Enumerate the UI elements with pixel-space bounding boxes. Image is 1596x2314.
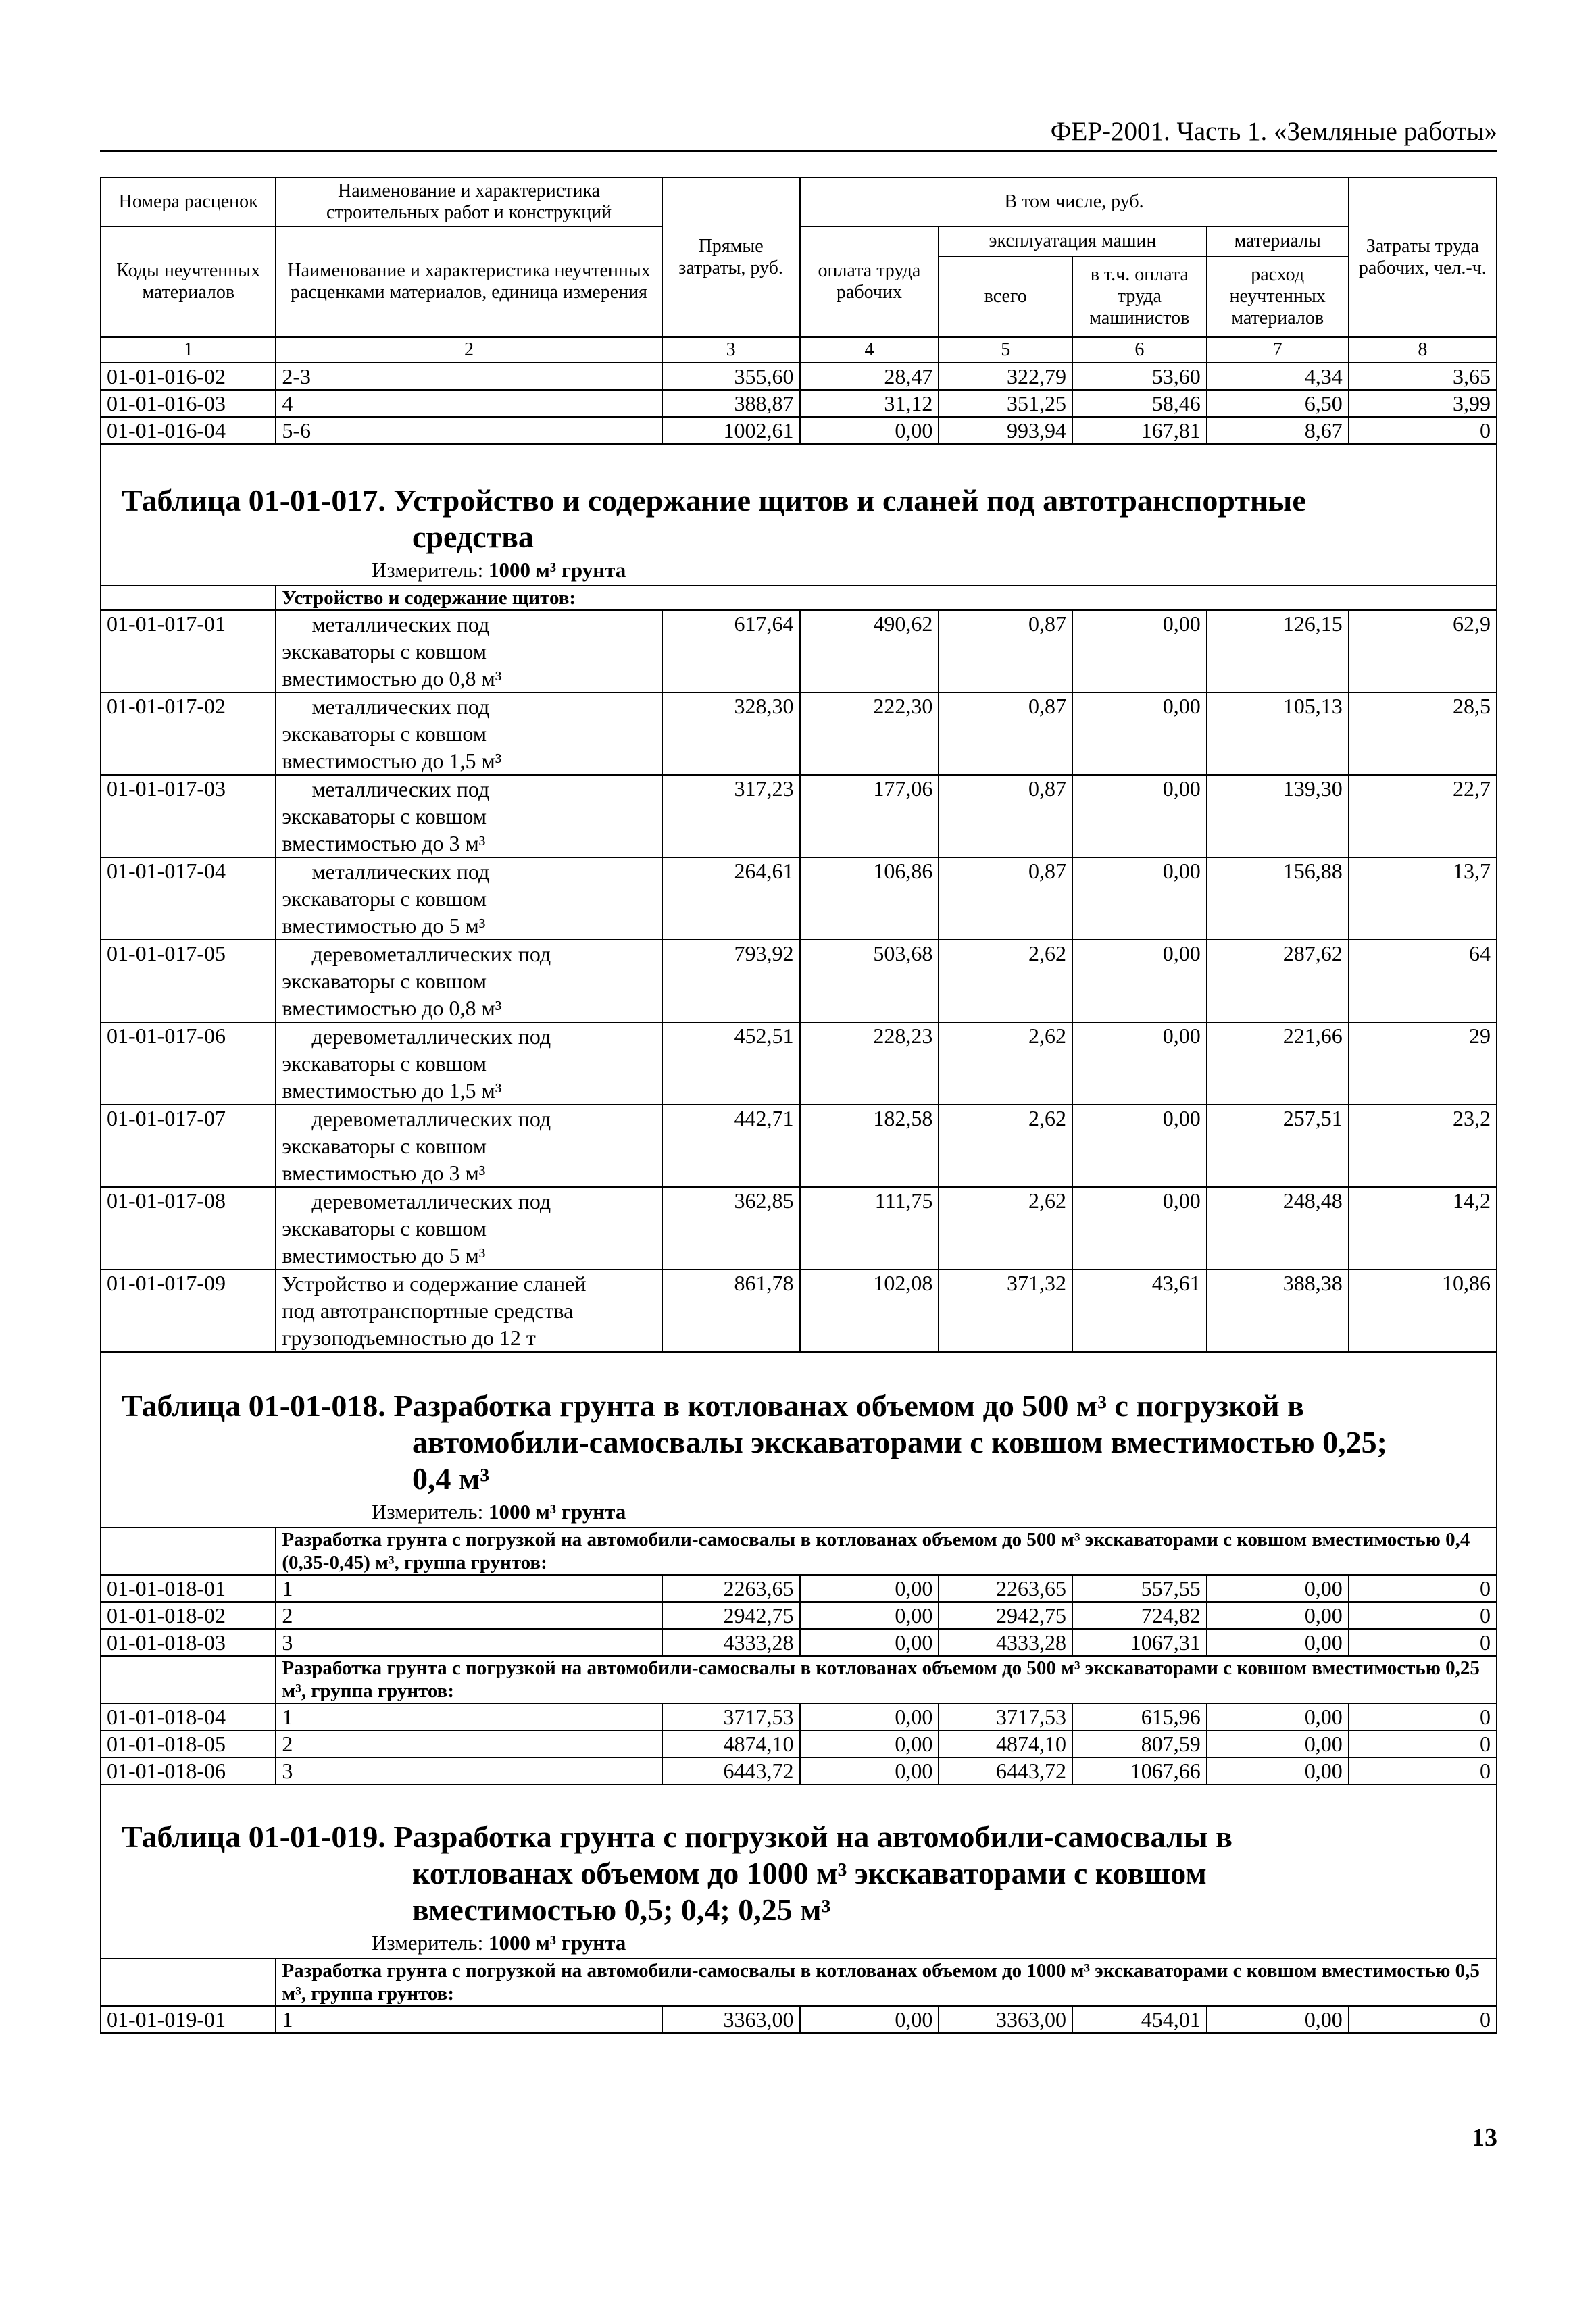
col-number: 1 [101, 337, 276, 363]
value-v4: 0,00 [800, 1575, 939, 1602]
unit-of-measure [122, 1500, 1476, 1524]
rate-name-line: металлических под [311, 859, 490, 884]
col-header-name: Наименование и характеристика строительных работ и конструкций [276, 178, 662, 226]
value-v5: 0,87 [939, 857, 1072, 940]
rate-name-line: вместимостью до 0,8 м³ [282, 996, 502, 1020]
value-v3: 617,64 [662, 610, 800, 693]
rate-name-line: вместимостью до 1,5 м³ [282, 749, 502, 773]
page-number: 13 [1472, 2123, 1497, 2152]
value-v3: 442,71 [662, 1105, 800, 1187]
table-row [101, 610, 1497, 693]
value-v5: 2942,75 [939, 1602, 1072, 1629]
rate-name: 2 [276, 1730, 662, 1757]
value-v4: 28,47 [800, 363, 939, 390]
value-v4: 31,12 [800, 390, 939, 417]
value-v6: 53,60 [1072, 363, 1207, 390]
table-row [101, 1187, 1497, 1269]
table-title [122, 482, 1476, 555]
table-019-title-cell [101, 1784, 1497, 1959]
value-v7: 6,50 [1207, 390, 1349, 417]
value-v8: 3,99 [1349, 390, 1497, 417]
value-v7: 0,00 [1207, 1575, 1349, 1602]
value-v4: 228,23 [800, 1022, 939, 1105]
table-title-line: Таблица 01-01-017. Устройство и содержание щитов и сланей под автотранспортные [122, 483, 1306, 518]
rate-name [276, 857, 662, 940]
value-v4: 0,00 [800, 1703, 939, 1730]
col-header-machines-total: всего [939, 257, 1072, 338]
value-v7: 8,67 [1207, 417, 1349, 444]
value-v7: 156,88 [1207, 857, 1349, 940]
rate-name-line: экскаваторы с ковшом [282, 804, 487, 828]
group-heading: Разработка грунта с погрузкой на автомобили-самосвалы в котлованах объемом до 500 м³ экскаваторами с ковшом вместимостью 0,25 м³, группа грунтов: [276, 1656, 1497, 1703]
rate-code: 01-01-018-02 [101, 1602, 276, 1629]
rate-name-line: экскаваторы с ковшом [282, 1051, 487, 1076]
value-v8: 3,65 [1349, 363, 1497, 390]
value-v7: 0,00 [1207, 1629, 1349, 1656]
value-v8: 64 [1349, 940, 1497, 1022]
value-v4: 222,30 [800, 693, 939, 775]
value-v8: 0 [1349, 1602, 1497, 1629]
value-v8: 14,2 [1349, 1187, 1497, 1269]
value-v7: 388,38 [1207, 1269, 1349, 1352]
table-018-title [101, 1352, 1497, 1528]
table-title-line: котлованах объемом до 1000 м³ экскаваторами с ковшом [412, 1856, 1207, 1890]
table-row [101, 693, 1497, 775]
table-row [101, 1703, 1497, 1730]
group-empty [101, 1528, 276, 1575]
rate-code: 01-01-017-04 [101, 857, 276, 940]
value-v8: 10,86 [1349, 1269, 1497, 1352]
table-row [101, 1022, 1497, 1105]
col-header-direct-costs: Прямые затраты, руб. [662, 178, 800, 337]
value-v8: 29 [1349, 1022, 1497, 1105]
rate-name-line: экскаваторы с ковшом [282, 639, 487, 663]
group-heading: Разработка грунта с погрузкой на автомобили-самосвалы в котлованах объемом до 500 м³ экскаваторами с ковшом вместимостью 0,4 (0,35-0,45) м³, группа грунтов: [276, 1528, 1497, 1575]
rate-name-line: деревометаллических под [311, 1107, 551, 1131]
value-v4: 102,08 [800, 1269, 939, 1352]
rate-name-line: вместимостью до 5 м³ [282, 913, 486, 938]
value-v7: 257,51 [1207, 1105, 1349, 1187]
unit-of-measure [122, 558, 1476, 582]
rate-code: 01-01-017-02 [101, 693, 276, 775]
table-title-line: Таблица 01-01-018. Разработка грунта в котлованах объемом до 500 м³ с погрузкой в [122, 1388, 1304, 1423]
header-row-1 [101, 178, 1497, 226]
rate-name: 2-3 [276, 363, 662, 390]
value-v6: 0,00 [1072, 1022, 1207, 1105]
header-rule [100, 150, 1497, 152]
rate-name [276, 1269, 662, 1352]
value-v6: 0,00 [1072, 610, 1207, 693]
value-v4: 503,68 [800, 940, 939, 1022]
rate-name-line: вместимостью до 1,5 м³ [282, 1078, 502, 1103]
header-number-row [101, 337, 1497, 363]
value-v5: 4333,28 [939, 1629, 1072, 1656]
group-empty [101, 586, 276, 610]
rate-code: 01-01-018-03 [101, 1629, 276, 1656]
value-v3: 2942,75 [662, 1602, 800, 1629]
rate-code: 01-01-018-06 [101, 1757, 276, 1784]
value-v5: 3717,53 [939, 1703, 1072, 1730]
value-v3: 317,23 [662, 775, 800, 857]
rate-name-line: Устройство и содержание сланей [282, 1272, 587, 1296]
value-v4: 111,75 [800, 1187, 939, 1269]
value-v7: 105,13 [1207, 693, 1349, 775]
rate-name: 1 [276, 2006, 662, 2033]
value-v7: 0,00 [1207, 1703, 1349, 1730]
rate-name [276, 1187, 662, 1269]
value-v4: 106,86 [800, 857, 939, 940]
value-v4: 0,00 [800, 417, 939, 444]
rate-code: 01-01-017-07 [101, 1105, 276, 1187]
value-v4: 182,58 [800, 1105, 939, 1187]
value-v5: 3363,00 [939, 2006, 1072, 2033]
value-v6: 0,00 [1072, 857, 1207, 940]
value-v8: 0 [1349, 1703, 1497, 1730]
col-number: 4 [800, 337, 939, 363]
value-v4: 0,00 [800, 2006, 939, 2033]
value-v7: 4,34 [1207, 363, 1349, 390]
rate-code: 01-01-016-03 [101, 390, 276, 417]
unit-of-measure [122, 1931, 1476, 1955]
col-number: 7 [1207, 337, 1349, 363]
value-v3: 452,51 [662, 1022, 800, 1105]
table-row [101, 857, 1497, 940]
rate-name [276, 1022, 662, 1105]
rate-code: 01-01-018-01 [101, 1575, 276, 1602]
rate-name: 2 [276, 1602, 662, 1629]
value-v6: 615,96 [1072, 1703, 1207, 1730]
table-017-title-cell [101, 444, 1497, 586]
table-row [101, 1730, 1497, 1757]
value-v6: 0,00 [1072, 775, 1207, 857]
value-v8: 0 [1349, 1730, 1497, 1757]
value-v5: 2,62 [939, 940, 1072, 1022]
col-header-code: Номера расценок [101, 178, 276, 226]
group-empty [101, 1959, 276, 2006]
group-empty [101, 1656, 276, 1703]
value-v6: 454,01 [1072, 2006, 1207, 2033]
table-row [101, 1757, 1497, 1784]
col-number: 2 [276, 337, 662, 363]
value-v8: 0 [1349, 417, 1497, 444]
rate-name-line: вместимостью до 0,8 м³ [282, 666, 502, 690]
unit-label: Измеритель: [372, 1500, 484, 1524]
value-v8: 13,7 [1349, 857, 1497, 940]
value-v5: 6443,72 [939, 1757, 1072, 1784]
running-header: ФЕР-2001. Часть 1. «Земляные работы» [1050, 117, 1497, 146]
table-row [101, 775, 1497, 857]
value-v5: 371,32 [939, 1269, 1072, 1352]
col-header-machines: эксплуатация машин [939, 226, 1206, 257]
rate-code: 01-01-017-01 [101, 610, 276, 693]
value-v5: 0,87 [939, 693, 1072, 775]
value-v5: 2,62 [939, 1187, 1072, 1269]
table-017-title [101, 444, 1497, 586]
table-row [101, 390, 1497, 417]
table-body [101, 178, 1497, 2033]
value-v3: 328,30 [662, 693, 800, 775]
value-v5: 993,94 [939, 417, 1072, 444]
table-row [101, 2006, 1497, 2033]
value-v7: 139,30 [1207, 775, 1349, 857]
value-v7: 0,00 [1207, 1730, 1349, 1757]
value-v8: 23,2 [1349, 1105, 1497, 1187]
table-row [101, 1105, 1497, 1187]
value-v7: 0,00 [1207, 2006, 1349, 2033]
value-v5: 2,62 [939, 1022, 1072, 1105]
value-v4: 0,00 [800, 1730, 939, 1757]
rate-name-line: экскаваторы с ковшом [282, 722, 487, 746]
rate-name-line: вместимостью до 3 м³ [282, 1161, 486, 1185]
value-v3: 2263,65 [662, 1575, 800, 1602]
rate-code: 01-01-017-03 [101, 775, 276, 857]
rate-name-line: экскаваторы с ковшом [282, 886, 487, 911]
value-v3: 3717,53 [662, 1703, 800, 1730]
value-v3: 6443,72 [662, 1757, 800, 1784]
value-v8: 28,5 [1349, 693, 1497, 775]
table-title [122, 1388, 1476, 1497]
value-v6: 167,81 [1072, 417, 1207, 444]
rate-name [276, 1105, 662, 1187]
col-header-material-use: расход неучтенных материалов [1207, 257, 1349, 338]
table-title-line: средства [412, 520, 534, 554]
rate-code: 01-01-017-09 [101, 1269, 276, 1352]
table-row [101, 363, 1497, 390]
value-v7: 0,00 [1207, 1757, 1349, 1784]
table-row [101, 1575, 1497, 1602]
rate-name [276, 775, 662, 857]
value-v6: 0,00 [1072, 1187, 1207, 1269]
rate-name-line: вместимостью до 3 м³ [282, 831, 486, 855]
value-v3: 264,61 [662, 857, 800, 940]
value-v4: 0,00 [800, 1629, 939, 1656]
rate-name: 1 [276, 1575, 662, 1602]
value-v3: 861,78 [662, 1269, 800, 1352]
value-v7: 248,48 [1207, 1187, 1349, 1269]
value-v5: 2,62 [939, 1105, 1072, 1187]
group-row-017 [101, 586, 1497, 610]
unit-label: Измеритель: [372, 558, 484, 582]
group-heading: Разработка грунта с погрузкой на автомобили-самосвалы в котлованах объемом до 1000 м³ экскаваторами с ковшом вместимостью 0,5 м³, группа грунтов: [276, 1959, 1497, 2006]
rate-code: 01-01-017-05 [101, 940, 276, 1022]
rate-name: 3 [276, 1757, 662, 1784]
value-v8: 62,9 [1349, 610, 1497, 693]
value-v6: 0,00 [1072, 940, 1207, 1022]
table-019-title [101, 1784, 1497, 1959]
table-title-line: автомобили-самосвалы экскаваторами с ковшом вместимостью 0,25; [412, 1425, 1388, 1459]
table-row [101, 1629, 1497, 1656]
value-v5: 322,79 [939, 363, 1072, 390]
rate-name-line: грузоподъемностью до 12 т [282, 1326, 536, 1350]
value-v6: 0,00 [1072, 693, 1207, 775]
table-row [101, 1269, 1497, 1352]
rate-name-line: экскаваторы с ковшом [282, 1216, 487, 1240]
value-v6: 807,59 [1072, 1730, 1207, 1757]
table-row [101, 940, 1497, 1022]
rate-code: 01-01-017-08 [101, 1187, 276, 1269]
rate-name-line: деревометаллических под [311, 942, 551, 966]
value-v7: 126,15 [1207, 610, 1349, 693]
value-v6: 557,55 [1072, 1575, 1207, 1602]
rate-name-line: экскаваторы с ковшом [282, 1134, 487, 1158]
rate-code: 01-01-019-01 [101, 2006, 276, 2033]
group-row-018-b [101, 1656, 1497, 1703]
value-v3: 4874,10 [662, 1730, 800, 1757]
col-header-worker-pay: оплата труда рабочих [800, 226, 939, 337]
col-header-materials: материалы [1207, 226, 1349, 257]
value-v8: 0 [1349, 2006, 1497, 2033]
unit-value: 1000 м³ грунта [488, 1500, 626, 1524]
value-v3: 1002,61 [662, 417, 800, 444]
value-v6: 724,82 [1072, 1602, 1207, 1629]
table-title-line: вместимостью 0,5; 0,4; 0,25 м³ [412, 1892, 831, 1927]
table-018-title-cell [101, 1352, 1497, 1528]
col-number: 5 [939, 337, 1072, 363]
value-v8: 0 [1349, 1629, 1497, 1656]
rate-name-line: вместимостью до 5 м³ [282, 1243, 486, 1267]
value-v6: 1067,31 [1072, 1629, 1207, 1656]
rate-code: 01-01-018-04 [101, 1703, 276, 1730]
value-v8: 0 [1349, 1575, 1497, 1602]
value-v8: 22,7 [1349, 775, 1497, 857]
value-v3: 793,92 [662, 940, 800, 1022]
unit-value: 1000 м³ грунта [488, 1931, 626, 1955]
rate-name: 1 [276, 1703, 662, 1730]
value-v3: 362,85 [662, 1187, 800, 1269]
col-header-including: В том числе, руб. [800, 178, 1349, 226]
rate-name-line: деревометаллических под [311, 1024, 551, 1049]
value-v4: 0,00 [800, 1602, 939, 1629]
value-v7: 0,00 [1207, 1602, 1349, 1629]
col-header-labor-hours: Затраты труда рабочих, чел.-ч. [1349, 178, 1497, 337]
value-v6: 43,61 [1072, 1269, 1207, 1352]
unit-label: Измеритель: [372, 1931, 484, 1955]
value-v4: 0,00 [800, 1757, 939, 1784]
unit-value: 1000 м³ грунта [488, 558, 626, 582]
value-v5: 351,25 [939, 390, 1072, 417]
rate-code: 01-01-018-05 [101, 1730, 276, 1757]
rate-code: 01-01-017-06 [101, 1022, 276, 1105]
col-header-material-codes: Коды неучтенных материалов [101, 226, 276, 337]
table-title-line: 0,4 м³ [412, 1461, 490, 1496]
col-number: 3 [662, 337, 800, 363]
rate-name: 5-6 [276, 417, 662, 444]
table-row [101, 417, 1497, 444]
value-v6: 1067,66 [1072, 1757, 1207, 1784]
value-v5: 2263,65 [939, 1575, 1072, 1602]
col-number: 6 [1072, 337, 1207, 363]
rate-name-line: металлических под [311, 612, 490, 636]
value-v8: 0 [1349, 1757, 1497, 1784]
table-title-line: Таблица 01-01-019. Разработка грунта с погрузкой на автомобили-самосвалы в [122, 1819, 1233, 1854]
rate-code: 01-01-016-04 [101, 417, 276, 444]
rate-name-line: экскаваторы с ковшом [282, 969, 487, 993]
value-v3: 388,87 [662, 390, 800, 417]
rate-name: 3 [276, 1629, 662, 1656]
value-v7: 221,66 [1207, 1022, 1349, 1105]
col-header-machinist-pay: в т.ч. оплата труда машинистов [1072, 257, 1207, 338]
value-v6: 58,46 [1072, 390, 1207, 417]
group-row-019 [101, 1959, 1497, 2006]
value-v3: 3363,00 [662, 2006, 800, 2033]
group-row-018-a [101, 1528, 1497, 1575]
rate-name: 4 [276, 390, 662, 417]
value-v4: 177,06 [800, 775, 939, 857]
table-title [122, 1819, 1476, 1928]
value-v5: 0,87 [939, 610, 1072, 693]
rate-name-line: под автотранспортные средства [282, 1299, 574, 1323]
rate-name-line: металлических под [311, 695, 490, 719]
rate-name-line: металлических под [311, 777, 490, 801]
group-heading: Устройство и содержание щитов: [276, 586, 1497, 610]
value-v7: 287,62 [1207, 940, 1349, 1022]
rate-name [276, 693, 662, 775]
col-header-material-names: Наименование и характеристика неучтенных расценками материалов, единица измерения [276, 226, 662, 337]
value-v3: 4333,28 [662, 1629, 800, 1656]
rates-table [100, 177, 1497, 2034]
value-v3: 355,60 [662, 363, 800, 390]
rate-name-line: деревометаллических под [311, 1189, 551, 1213]
rate-code: 01-01-016-02 [101, 363, 276, 390]
value-v4: 490,62 [800, 610, 939, 693]
rate-name [276, 610, 662, 693]
rates-document [100, 177, 1497, 2034]
value-v5: 0,87 [939, 775, 1072, 857]
table-row [101, 1602, 1497, 1629]
value-v6: 0,00 [1072, 1105, 1207, 1187]
value-v5: 4874,10 [939, 1730, 1072, 1757]
rate-name [276, 940, 662, 1022]
col-number: 8 [1349, 337, 1497, 363]
